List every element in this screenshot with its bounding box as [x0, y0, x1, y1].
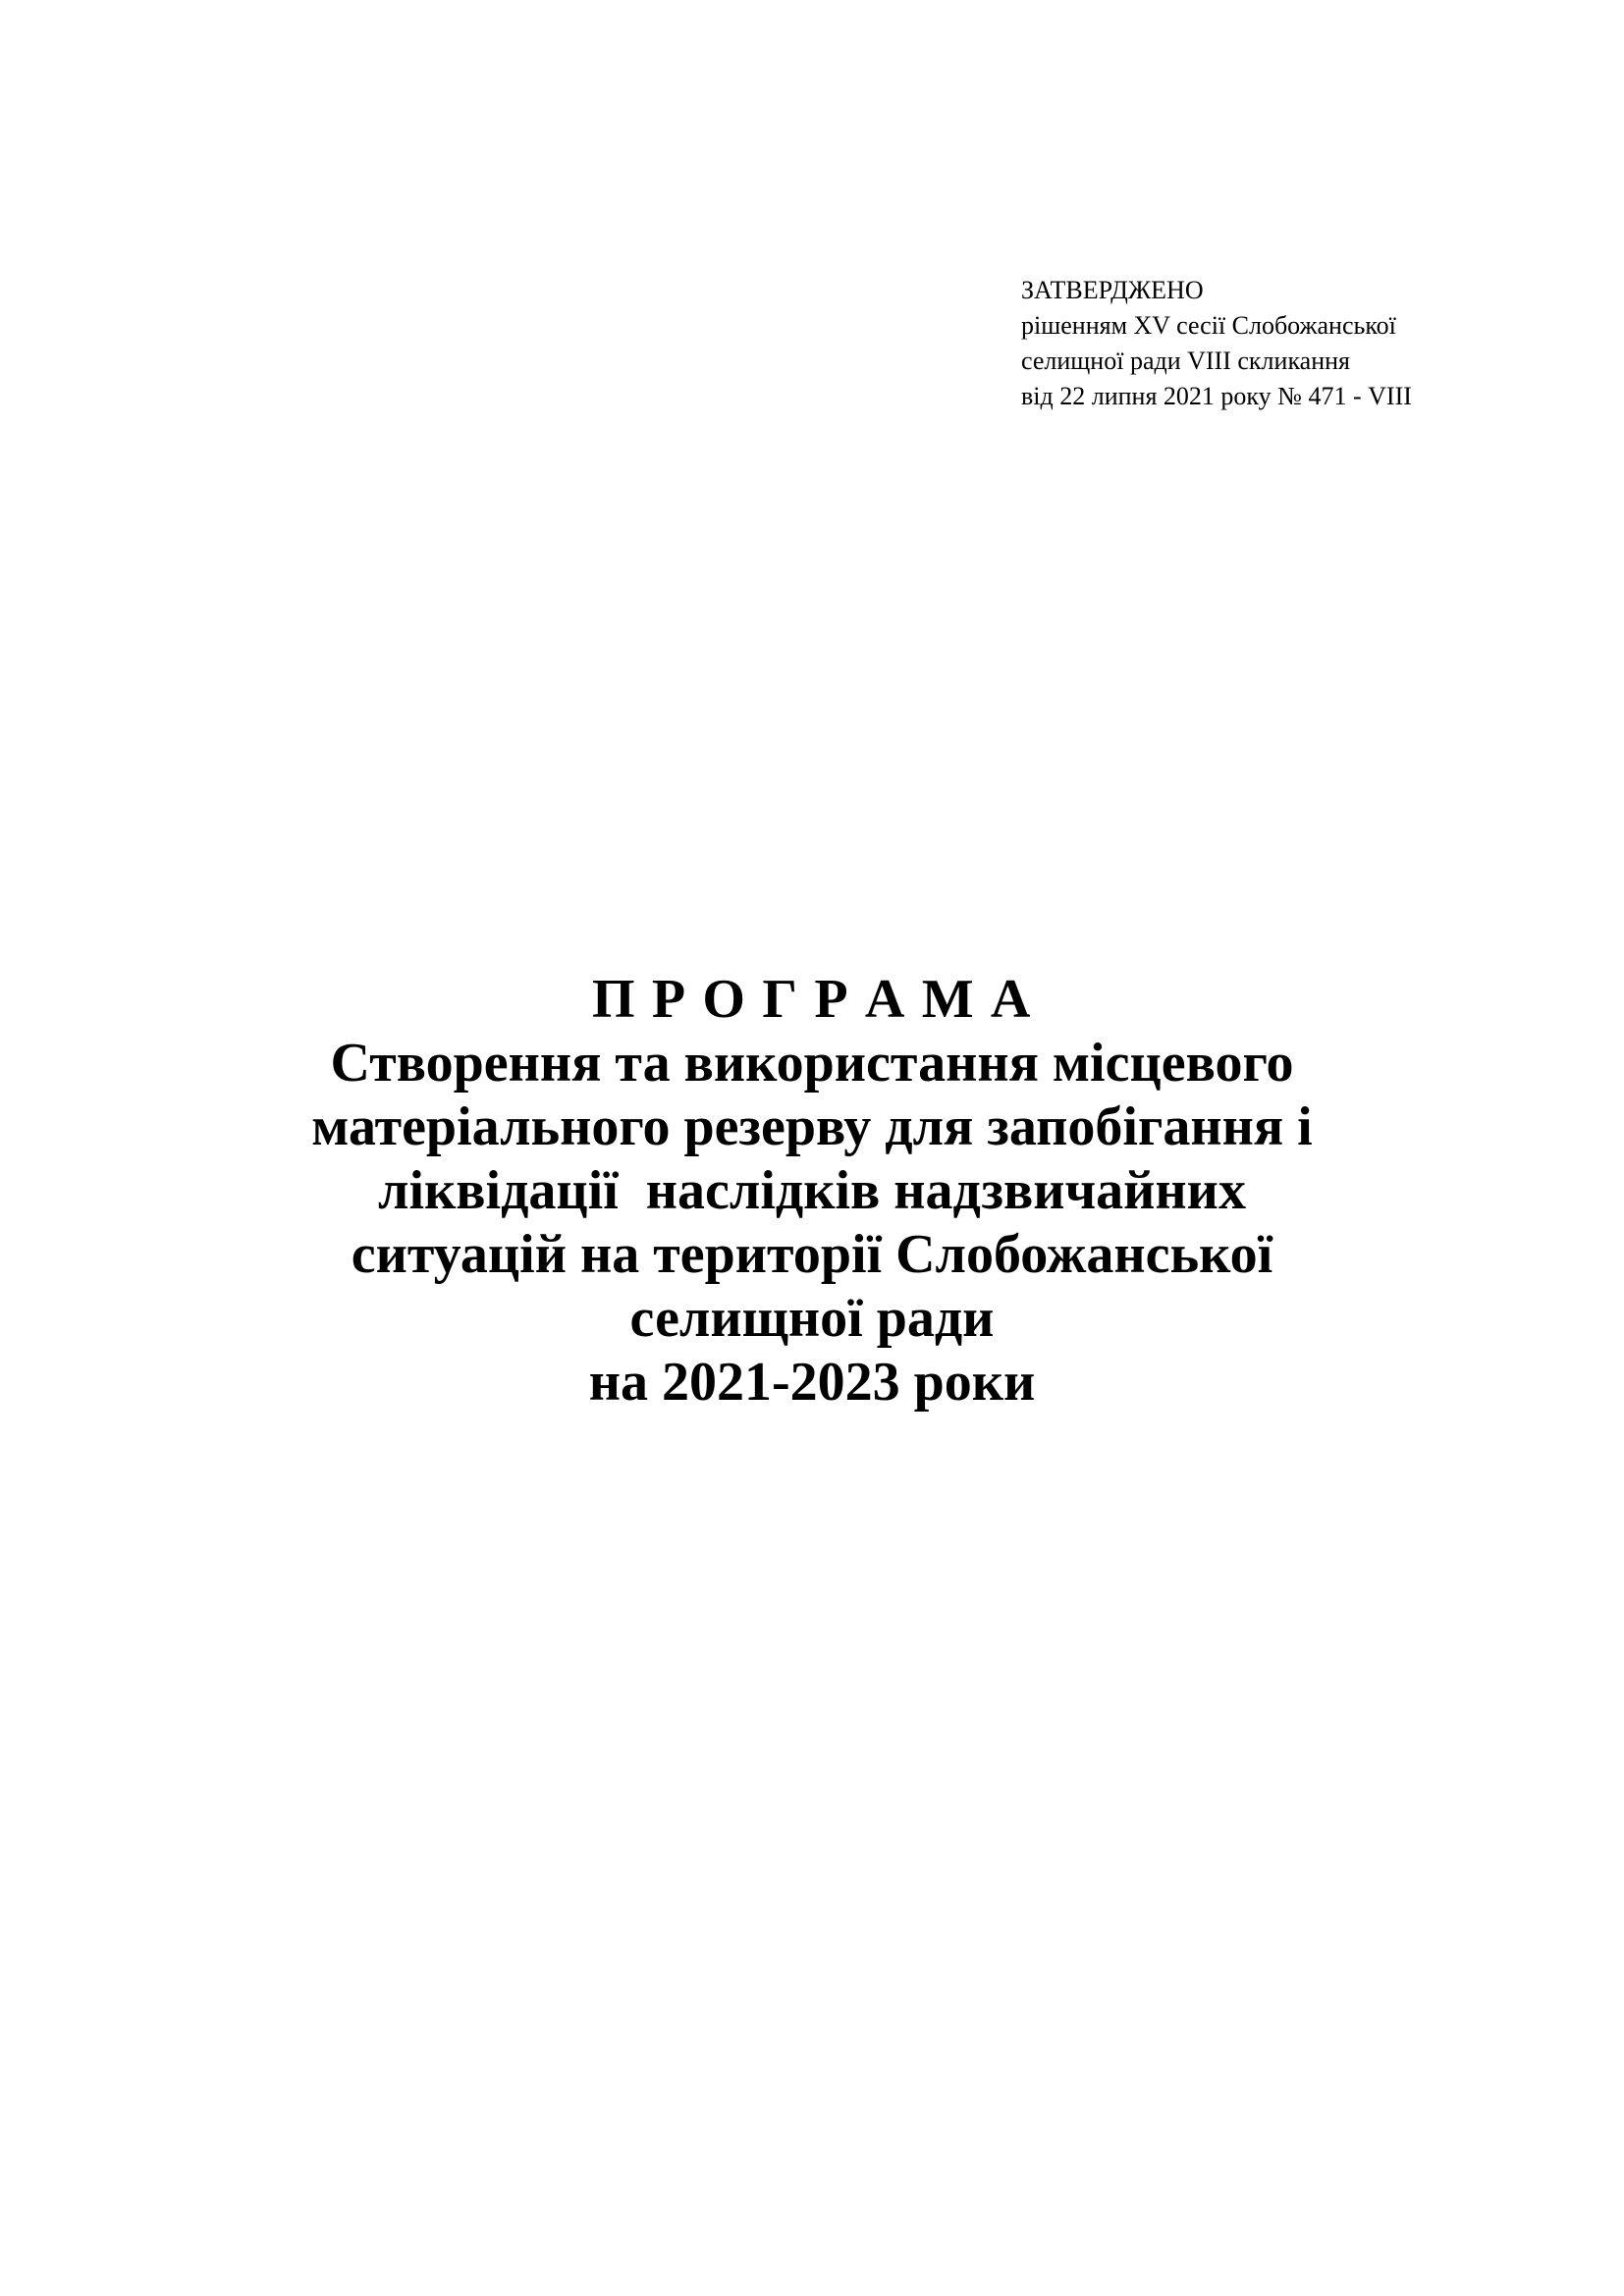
program-title-line: Створення та використання місцевого [330, 1033, 1294, 1094]
program-title-line: на 2021-2023 роки [588, 1352, 1036, 1413]
approval-council-line: селищної ради VIII скликання [1021, 347, 1351, 375]
program-title [0, 1032, 1624, 1415]
approval-stamp [1021, 273, 1571, 414]
program-title-line: матеріального резерву для запобігання і [311, 1096, 1313, 1157]
program-title-line: ліквідації наслідків надзвичайних [378, 1160, 1246, 1221]
program-title-line: ситуацій на території Слобожанської [351, 1224, 1273, 1285]
program-title-block [0, 967, 1624, 1415]
program-heading: П Р О Г Р А М А [591, 969, 1033, 1030]
approval-date-line: від 22 липня 2021 року № 471 - VIII [1021, 382, 1412, 410]
approval-heading: ЗАТВЕРДЖЕНО [1021, 276, 1204, 304]
approval-decision-line: рішенням XV сесії Слобожанської [1021, 311, 1396, 340]
program-title-line: селищної ради [629, 1288, 995, 1349]
